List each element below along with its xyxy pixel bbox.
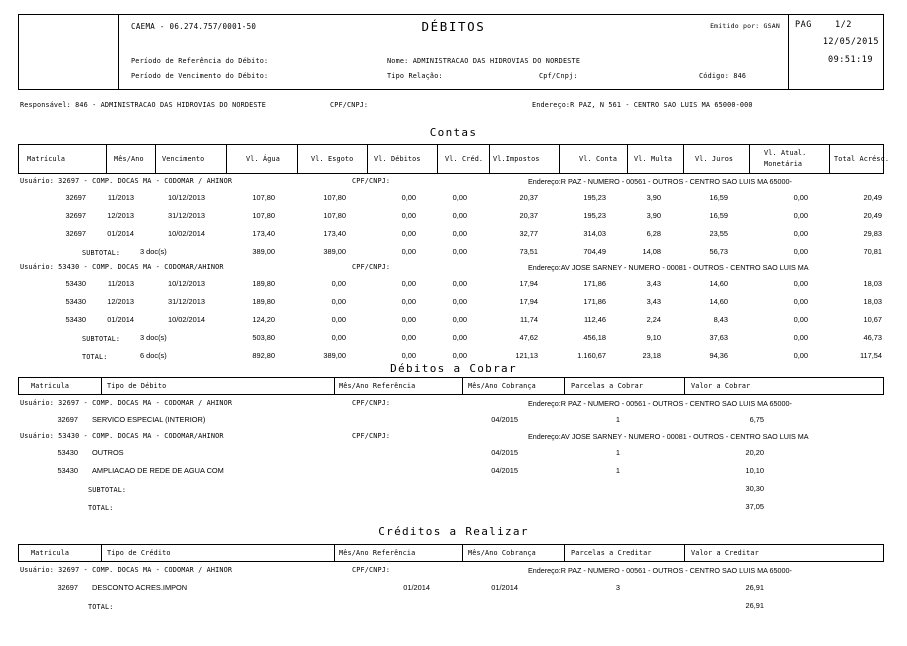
cell-total-acresc: 18,03: [863, 279, 882, 288]
subtotal-vl-agua: 389,00: [252, 247, 275, 256]
cell-vl-impostos: 17,94: [519, 279, 538, 288]
subtotal-total-acresc: 46,73: [863, 333, 882, 342]
total-label: TOTAL:: [88, 504, 114, 512]
table-row: [0, 583, 907, 599]
usuario-cpf-cnpj: CPF/CNPJ:: [352, 177, 391, 185]
total-label: TOTAL:: [88, 603, 114, 611]
cell-vl-atual-monetaria: 0,00: [793, 279, 808, 288]
contas-col-divider: [683, 145, 684, 173]
subtotal-row: [0, 333, 907, 349]
cell-mes-ano: 11/2013: [107, 279, 134, 288]
subtotal-vl-atual: 0,00: [793, 247, 808, 256]
cell-vl-agua: 107,80: [252, 193, 275, 202]
th-total-acresc: Total Acrésc.: [834, 155, 890, 163]
cell-vl-agua: 124,20: [252, 315, 275, 324]
contas-col-divider: [155, 145, 156, 173]
cell-total-acresc: 20,49: [863, 193, 882, 202]
print-date: 12/05/2015: [822, 37, 879, 47]
subtotal-vl-juros: 37,63: [709, 333, 728, 342]
cell-mes-ano: 01/2014: [107, 229, 134, 238]
total-label: TOTAL:: [82, 353, 108, 361]
cell-vl-juros: 8,43: [713, 315, 728, 324]
cell-vl-conta: 195,23: [583, 211, 606, 220]
table-row: [0, 415, 907, 431]
cr-col-divider: [334, 545, 335, 561]
cell-vl-juros: 14,60: [709, 279, 728, 288]
usuario-cpf-cnpj: CPF/CNPJ:: [352, 263, 391, 271]
th-matricula: Matrícula: [27, 155, 66, 163]
subtotal-vl-multa: 9,10: [646, 333, 661, 342]
cell-vencimento: 31/12/2013: [168, 297, 205, 306]
cell-valor: 26,91: [745, 583, 764, 592]
header-main-area: [119, 15, 789, 89]
th-vl-esgoto: Vl. Esgoto: [311, 155, 354, 163]
th-vl-agua: Vl. Água: [246, 155, 280, 163]
cell-vl-impostos: 11,74: [520, 315, 538, 324]
subtotal-row: [0, 484, 907, 500]
total-row: [0, 601, 907, 617]
th-cr-parcelas: Parcelas a Creditar: [571, 549, 652, 557]
header-logo-area: [19, 15, 119, 89]
table-row: [0, 448, 907, 464]
th-cr-mes-ano-referencia: Mês/Ano Referência: [339, 549, 416, 557]
usuario-endereco: Endereço:R PAZ - NUMERO - 00561 - OUTROS - CENTRO SAO LUIS MA 65000-: [528, 399, 792, 408]
cell-mes-ano-cobranca: 01/2014: [491, 583, 518, 592]
dc-col-divider: [334, 378, 335, 394]
cell-vl-esgoto: 107,80: [323, 193, 346, 202]
header-codigo: Código: 846: [699, 72, 747, 80]
subtotal-vl-atual: 0,00: [793, 333, 808, 342]
subtotal-doc-count: 3 doc(s): [140, 333, 167, 342]
contas-table-header: [18, 144, 890, 174]
contas-col-divider: [627, 145, 628, 173]
debitos-cobrar-table-header: [18, 377, 884, 395]
table-row: [0, 211, 907, 227]
cell-total-acresc: 20,49: [863, 211, 882, 220]
subtotal-vl-cred: 0,00: [452, 247, 467, 256]
th-cr-valor: Valor a Creditar: [691, 549, 759, 557]
cell-parcelas: 1: [615, 466, 620, 475]
header-cpf-cnpj: Cpf/Cnpj:: [539, 72, 578, 80]
cell-tipo-credito: DESCONTO ACRES.IMPON: [92, 583, 188, 592]
th-dc-matricula: Matricula: [31, 382, 70, 390]
contas-col-divider: [297, 145, 298, 173]
cell-mes-ano-cobranca: 04/2015: [491, 466, 518, 475]
cell-matricula: 53430: [57, 448, 78, 457]
total-vl-impostos: 121,13: [515, 351, 538, 360]
cell-vl-conta: 112,46: [583, 315, 606, 324]
debitos-group-header: [0, 431, 907, 447]
cell-valor: 6,75: [749, 415, 764, 424]
subtotal-total-acresc: 70,81: [863, 247, 882, 256]
subtotal-label: SUBTOTAL:: [88, 486, 127, 494]
subtotal-vl-esgoto: 389,00: [323, 247, 346, 256]
debitos-group-header: [0, 398, 907, 414]
cell-matricula: 32697: [57, 583, 78, 592]
contas-col-divider: [489, 145, 490, 173]
th-vl-atual: Vl. Atual.: [764, 149, 807, 157]
emitted-by: Emitido por: GSAN: [710, 22, 780, 30]
total-row: [0, 502, 907, 518]
th-cr-matricula: Matricula: [31, 549, 70, 557]
cell-vl-multa: 6,28: [646, 229, 661, 238]
cell-vl-juros: 16,59: [709, 193, 728, 202]
cell-vl-agua: 107,80: [252, 211, 275, 220]
cell-mes-ano-cobranca: 04/2015: [491, 415, 518, 424]
dc-col-divider: [684, 378, 685, 394]
cell-matricula: 32697: [65, 193, 86, 202]
cell-vl-atual-monetaria: 0,00: [793, 315, 808, 324]
cell-vl-atual-monetaria: 0,00: [793, 229, 808, 238]
table-row: [0, 466, 907, 482]
th-cr-mes-ano-cobranca: Mês/Ano Cobrança: [468, 549, 536, 557]
usuario-endereco: Endereço:R PAZ - NUMERO - 00561 - OUTROS - CENTRO SAO LUIS MA 65000-: [528, 566, 792, 575]
subtotal-doc-count: 3 doc(s): [140, 247, 167, 256]
cell-mes-ano-referencia: 01/2014: [403, 583, 430, 592]
subtotal-vl-debitos: 0,00: [401, 333, 416, 342]
usuario-label: Usuário: 53430 - COMP. DOCAS MA - CODOMAR/AHINOR: [20, 432, 224, 440]
usuario-endereco: Endereço:R PAZ - NUMERO - 00561 - OUTROS - CENTRO SAO LUIS MA 65000-: [528, 177, 792, 186]
total-value: 37,05: [745, 502, 764, 511]
creditos-group-header: [0, 565, 907, 581]
cell-mes-ano: 11/2013: [107, 193, 134, 202]
th-dc-parcelas: Parcelas a Cobrar: [571, 382, 644, 390]
cell-vl-multa: 3,43: [646, 279, 661, 288]
cell-vl-agua: 173,40: [252, 229, 275, 238]
th-dc-mes-ano-referencia: Mês/Ano Referência: [339, 382, 416, 390]
responsavel-cpf-cnpj: CPF/CNPJ:: [330, 101, 369, 109]
contas-col-divider: [367, 145, 368, 173]
header-nome: Nome: ADMINISTRACAO DAS HIDROVIAS DO NORDESTE: [387, 57, 581, 65]
total-vl-juros: 94,36: [709, 351, 728, 360]
total-value: 26,91: [745, 601, 764, 610]
cell-vl-atual-monetaria: 0,00: [793, 193, 808, 202]
contas-group-header: [0, 176, 907, 192]
usuario-cpf-cnpj: CPF/CNPJ:: [352, 399, 391, 407]
cell-vl-cred: 0,00: [452, 229, 467, 238]
contas-col-divider: [437, 145, 438, 173]
th-vencimento: Vencimento: [162, 155, 205, 163]
subtotal-label: SUBTOTAL:: [82, 249, 121, 257]
cell-vl-esgoto: 107,80: [323, 211, 346, 220]
th-vl-debitos: Vl. Débitos: [374, 155, 421, 163]
cell-vl-juros: 23,55: [709, 229, 728, 238]
contas-group-header: [0, 262, 907, 278]
page-label: PAG: [795, 20, 812, 30]
section-title-creditos-realizar: Créditos a Realizar: [378, 525, 529, 538]
cell-tipo-debito: OUTROS: [92, 448, 124, 457]
contas-col-divider: [106, 145, 107, 173]
contas-col-divider: [559, 145, 560, 173]
subtotal-vl-conta: 456,18: [583, 333, 606, 342]
cell-vl-debitos: 0,00: [401, 193, 416, 202]
cell-vencimento: 10/02/2014: [168, 229, 205, 238]
th-cr-tipo-credito: Tipo de Crédito: [107, 549, 171, 557]
subtotal-vl-agua: 503,80: [252, 333, 275, 342]
th-dc-tipo-debito: Tipo de Débito: [107, 382, 167, 390]
cell-vl-juros: 14,60: [709, 297, 728, 306]
cell-parcelas: 3: [615, 583, 620, 592]
cell-vl-multa: 3,90: [646, 211, 661, 220]
cell-vl-esgoto: 0,00: [331, 279, 346, 288]
total-vl-conta: 1.160,67: [577, 351, 606, 360]
table-row: [0, 279, 907, 295]
cell-matricula: 53430: [65, 297, 86, 306]
cell-total-acresc: 29,83: [863, 229, 882, 238]
cell-tipo-debito: SERVICO ESPECIAL (INTERIOR): [92, 415, 206, 424]
cell-vl-multa: 3,43: [646, 297, 661, 306]
cell-vencimento: 10/02/2014: [168, 315, 205, 324]
subtotal-vl-juros: 56,73: [709, 247, 728, 256]
dc-col-divider: [101, 378, 102, 394]
cell-vl-cred: 0,00: [452, 315, 467, 324]
subtotal-vl-esgoto: 0,00: [331, 333, 346, 342]
section-title-contas: Contas: [429, 126, 478, 139]
cr-col-divider: [462, 545, 463, 561]
print-time: 09:51:19: [828, 55, 873, 65]
th-vl-conta: Vl. Conta: [579, 155, 618, 163]
document-title: DÉBITOS: [421, 19, 486, 34]
usuario-cpf-cnpj: CPF/CNPJ:: [352, 566, 391, 574]
total-doc-count: 6 doc(s): [140, 351, 167, 360]
th-vl-monetaria: Monetária: [764, 160, 803, 168]
usuario-label: Usuário: 32697 - COMP. DOCAS MA - CODOMAR / AHINOR: [20, 399, 233, 407]
th-vl-multa: Vl. Multa: [634, 155, 673, 163]
periodo-vencimento-label: Período de Vencimento do Débito:: [131, 72, 269, 80]
usuario-label: Usuário: 53430 - COMP. DOCAS MA - CODOMAR/AHINOR: [20, 263, 224, 271]
cell-vl-juros: 16,59: [709, 211, 728, 220]
section-title-debitos-cobrar: Débitos a Cobrar: [390, 362, 517, 375]
th-dc-mes-ano-cobranca: Mês/Ano Cobrança: [468, 382, 536, 390]
cell-vl-conta: 195,23: [583, 193, 606, 202]
cell-vl-debitos: 0,00: [401, 211, 416, 220]
cell-vl-esgoto: 0,00: [331, 297, 346, 306]
responsavel-text: Responsável: 846 - ADMINISTRACAO DAS HIDROVIAS DO NORDESTE: [20, 101, 267, 109]
cell-vl-atual-monetaria: 0,00: [793, 297, 808, 306]
table-row: [0, 297, 907, 313]
header-page-area: [789, 15, 883, 89]
cell-mes-ano-cobranca: 04/2015: [491, 448, 518, 457]
page-number: 1/2: [835, 20, 852, 30]
subtotal-vl-impostos: 47,62: [519, 333, 538, 342]
subtotal-vl-impostos: 73,51: [519, 247, 538, 256]
usuario-cpf-cnpj: CPF/CNPJ:: [352, 432, 391, 440]
cell-vl-cred: 0,00: [452, 193, 467, 202]
cell-valor: 20,20: [745, 448, 764, 457]
cell-vl-conta: 171,86: [583, 279, 606, 288]
subtotal-vl-conta: 704,49: [583, 247, 606, 256]
cell-matricula: 53430: [65, 315, 86, 324]
subtotal-label: SUBTOTAL:: [82, 335, 121, 343]
dc-col-divider: [462, 378, 463, 394]
cell-vl-multa: 2,24: [646, 315, 661, 324]
usuario-label: Usuário: 32697 - COMP. DOCAS MA - CODOMAR / AHINOR: [20, 177, 233, 185]
cell-vl-conta: 314,03: [583, 229, 606, 238]
subtotal-row: [0, 247, 907, 263]
cr-col-divider: [101, 545, 102, 561]
cell-vl-cred: 0,00: [452, 211, 467, 220]
cell-vl-cred: 0,00: [452, 279, 467, 288]
subtotal-vl-cred: 0,00: [452, 333, 467, 342]
cell-matricula: 32697: [57, 415, 78, 424]
cr-col-divider: [684, 545, 685, 561]
th-dc-valor: Valor a Cobrar: [691, 382, 751, 390]
cell-vl-impostos: 20,37: [519, 193, 538, 202]
total-vl-multa: 23,18: [642, 351, 661, 360]
th-vl-impostos: Vl.Impostos: [493, 155, 540, 163]
cell-parcelas: 1: [615, 415, 620, 424]
contas-col-divider: [226, 145, 227, 173]
cell-vl-impostos: 32,77: [519, 229, 538, 238]
subtotal-vl-debitos: 0,00: [401, 247, 416, 256]
cell-vl-multa: 3,90: [646, 193, 661, 202]
cell-vl-conta: 171,86: [583, 297, 606, 306]
th-vl-juros: Vl. Juros: [695, 155, 734, 163]
cell-matricula: 32697: [65, 211, 86, 220]
cell-matricula: 53430: [57, 466, 78, 475]
contas-col-divider: [829, 145, 830, 173]
cell-tipo-debito: AMPLIACAO DE REDE DE AGUA COM: [92, 466, 224, 475]
cell-matricula: 53430: [65, 279, 86, 288]
subtotal-vl-multa: 14,08: [642, 247, 661, 256]
cell-vencimento: 10/12/2013: [168, 279, 205, 288]
usuario-endereco: Endereço:AV JOSE SARNEY - NUMERO - 00081 - OUTROS - CENTRO SAO LUIS MA: [528, 432, 809, 441]
cell-total-acresc: 10,67: [863, 315, 882, 324]
creditos-realizar-table-header: [18, 544, 884, 562]
cell-vl-impostos: 17,94: [519, 297, 538, 306]
cell-matricula: 32697: [65, 229, 86, 238]
cell-vl-debitos: 0,00: [401, 315, 416, 324]
responsavel-endereco: Endereço:R PAZ, N 561 - CENTRO SAO LUIS MA 65000-000: [532, 101, 753, 109]
cell-mes-ano: 12/2013: [107, 211, 134, 220]
total-vl-esgoto: 389,00: [323, 351, 346, 360]
cell-mes-ano: 01/2014: [107, 315, 134, 324]
table-row: [0, 315, 907, 331]
report-header: [18, 14, 884, 90]
cell-mes-ano: 12/2013: [107, 297, 134, 306]
contas-col-divider: [749, 145, 750, 173]
cell-total-acresc: 18,03: [863, 297, 882, 306]
th-mes-ano: Mês/Ano: [114, 155, 144, 163]
cell-vl-debitos: 0,00: [401, 297, 416, 306]
usuario-label: Usuário: 32697 - COMP. DOCAS MA - CODOMAR / AHINOR: [20, 566, 233, 574]
cell-parcelas: 1: [615, 448, 620, 457]
total-vl-debitos: 0,00: [401, 351, 416, 360]
cell-vl-cred: 0,00: [452, 297, 467, 306]
company-cnpj: CAEMA - 06.274.757/0001-50: [131, 22, 257, 31]
th-vl-cred: Vl. Créd.: [445, 155, 484, 163]
total-vl-cred: 0,00: [452, 351, 467, 360]
cell-valor: 10,10: [745, 466, 764, 475]
total-vl-atual: 0,00: [793, 351, 808, 360]
table-row: [0, 193, 907, 209]
total-vl-agua: 892,80: [252, 351, 275, 360]
usuario-endereco: Endereço:AV JOSE SARNEY - NUMERO - 00081 - OUTROS - CENTRO SAO LUIS MA: [528, 263, 809, 272]
subtotal-value: 30,30: [745, 484, 764, 493]
dc-col-divider: [564, 378, 565, 394]
cr-col-divider: [564, 545, 565, 561]
cell-vencimento: 31/12/2013: [168, 211, 205, 220]
cell-vl-impostos: 20,37: [519, 211, 538, 220]
cell-vl-agua: 189,80: [252, 279, 275, 288]
table-row: [0, 229, 907, 245]
cell-vl-esgoto: 173,40: [323, 229, 346, 238]
periodo-referencia-label: Período de Referência do Débito:: [131, 57, 269, 65]
cell-vl-atual-monetaria: 0,00: [793, 211, 808, 220]
cell-vl-debitos: 0,00: [401, 229, 416, 238]
cell-vl-agua: 189,80: [252, 297, 275, 306]
cell-vencimento: 10/12/2013: [168, 193, 205, 202]
cell-vl-debitos: 0,00: [401, 279, 416, 288]
total-total-acresc: 117,54: [859, 351, 882, 360]
header-tipo-relacao: Tipo Relação:: [387, 72, 443, 80]
cell-vl-esgoto: 0,00: [331, 315, 346, 324]
